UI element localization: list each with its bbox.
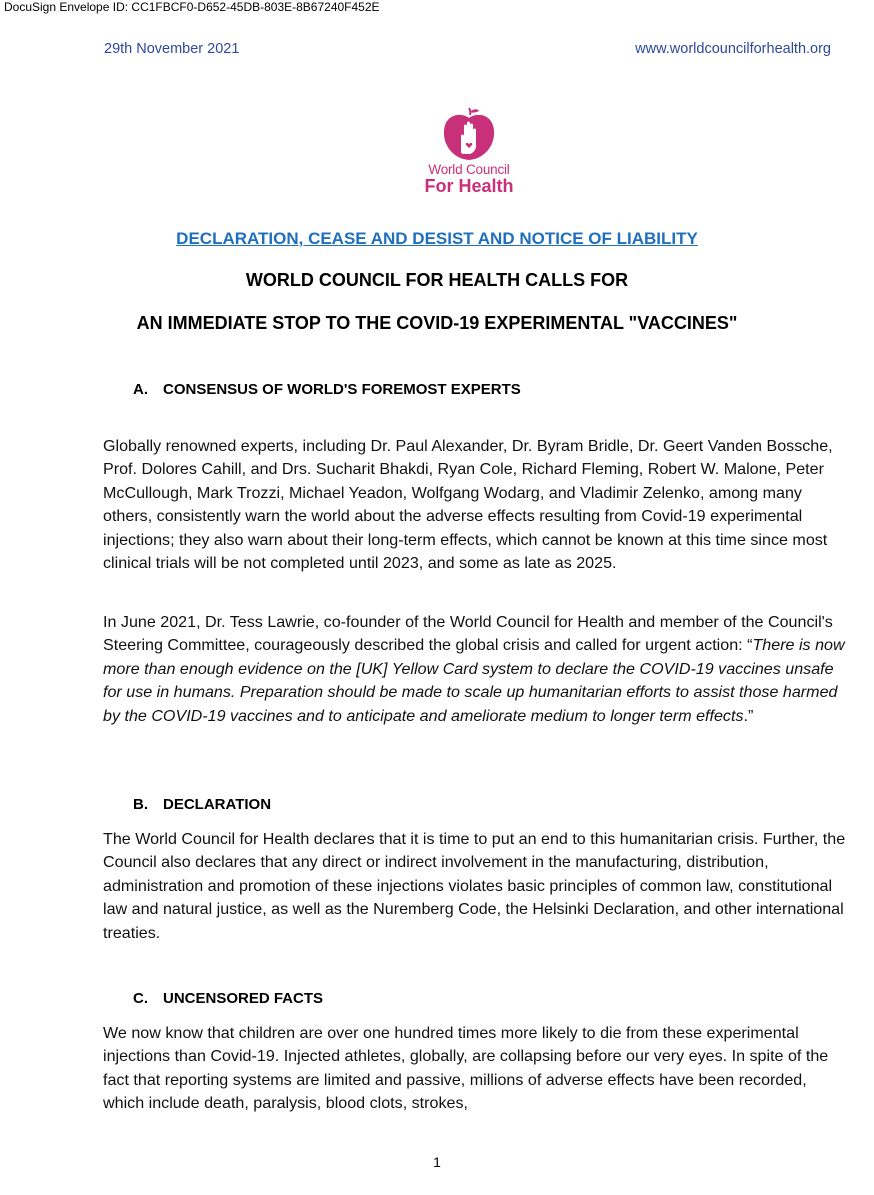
- section-c-paragraph-1: We now know that children are over one hundred times more likely to die from these experimental injections than Covid-19. Injected athletes, globally, are collapsing before our very eyes. In spite of the fact that reporting systems are limited and passive, millions of adverse effects have been recorded, which include death, paralysis, blood clots, strokes,: [103, 1024, 829, 1113]
- main-title-line1: WORLD COUNCIL FOR HEALTH CALLS FOR: [245, 270, 629, 290]
- section-b-heading: [133, 796, 271, 813]
- header-website: www.worldcouncilforhealth.org: [635, 41, 831, 57]
- section-c-title: UNCENSORED FACTS: [163, 990, 324, 1007]
- section-b-title: DECLARATION: [163, 796, 272, 813]
- header-date: 29th November 2021: [104, 41, 240, 57]
- section-a-p2-end: .”: [743, 706, 754, 725]
- declaration-title[interactable]: DECLARATION, CEASE AND DESIST AND NOTICE OF LIABILITY: [176, 229, 698, 248]
- logo-text-line1: World Council: [428, 162, 510, 177]
- page-number: 1: [433, 1154, 441, 1170]
- section-c-letter: C.: [133, 990, 148, 1007]
- section-a-p2-intro: In June 2021, Dr. Tess Lawrie, co-founder of the World Council for Health and member of the Council's Steering Committee, courageously described the global crisis and called for urgent action: “: [103, 613, 833, 655]
- section-a-title: CONSENSUS OF WORLD'S FOREMOST EXPERTS: [163, 381, 521, 398]
- world-council-for-health-logo: [414, 106, 524, 198]
- section-a-heading: [133, 381, 521, 398]
- docusign-envelope-id: DocuSign Envelope ID: CC1FBCF0-D652-45DB-803E-8B67240F452E: [4, 0, 380, 14]
- logo-text-line2: For Health: [424, 176, 514, 196]
- section-a-paragraph-2: [103, 611, 848, 728]
- section-a-p2-quote: There is now more than enough evidence on the [UK] Yellow Card system to declare the COVID-19 vaccines unsafe for use in humans. Preparation should be made to scale up humanitarian efforts to assist those harmed by the COVID-19 vaccines and to anticipate and ameliorate medium to longer term effects: [103, 636, 845, 725]
- main-title-line2: AN IMMEDIATE STOP TO THE COVID-19 EXPERIMENTAL "VACCINES": [136, 313, 738, 333]
- section-b-letter: B.: [133, 796, 148, 813]
- section-c-heading: [133, 990, 323, 1007]
- section-a-paragraph-1: Globally renowned experts, including Dr. Paul Alexander, Dr. Byram Bridle, Dr. Geert Vanden Bossche, Prof. Dolores Cahill, and Drs. Sucharit Bhakdi, Ryan Cole, Richard Fleming, Robert W. Malone, Peter McCullough, Mark Trozzi, Michael Yeadon, Wolfgang Wodarg, and Vladimir Zelenko, among many others, consistently warn the world about the adverse effects resulting from Covid-19 experimental injections; they also warn about their long-term effects, which cannot be known at this time since most clinical trials will be not completed until 2023, and some as late as 2025.: [103, 437, 833, 573]
- section-b-paragraph-1: The World Council for Health declares that it is time to put an end to this humanitarian crisis. Further, the Council also declares that any direct or indirect involvement in the manufacturing, distribution, administration and promotion of these injections violates basic principles of common law, constitutional law and natural justice, as well as the Nuremberg Code, the Helsinki Declaration, and other international treaties.: [103, 830, 846, 942]
- heart-hand-icon: [414, 106, 524, 162]
- section-a-letter: A.: [133, 381, 148, 398]
